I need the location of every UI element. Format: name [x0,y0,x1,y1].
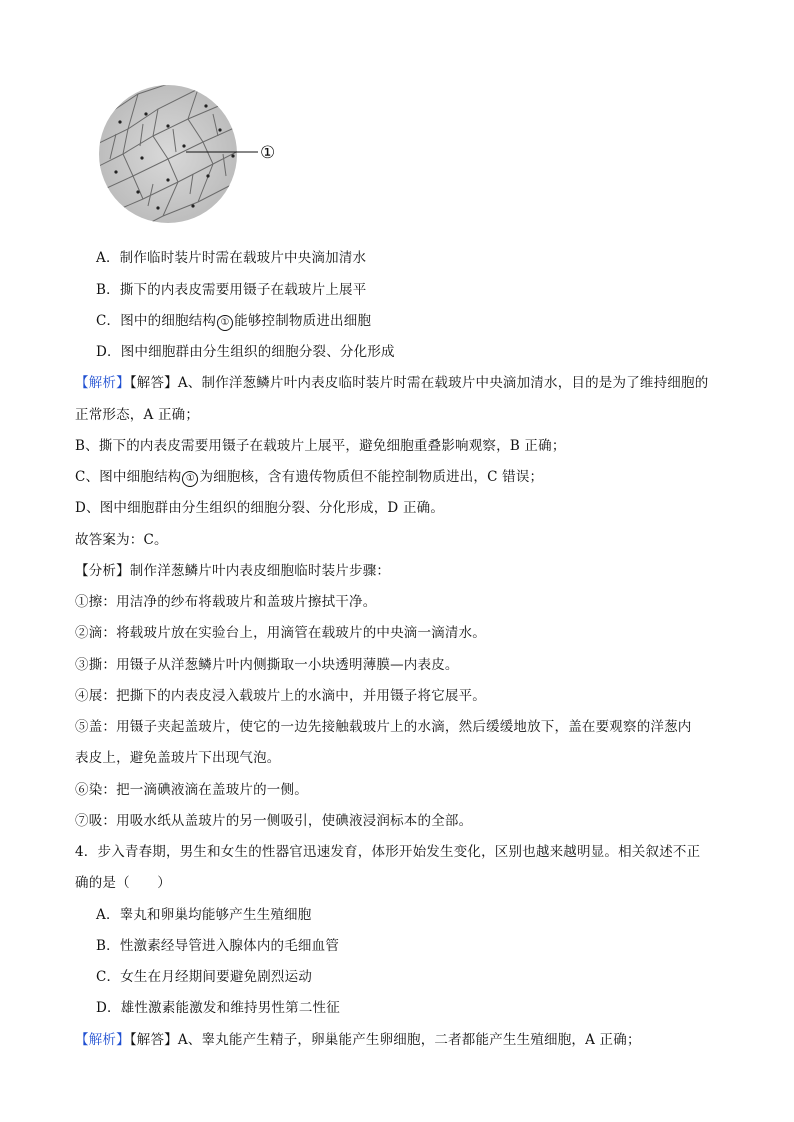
q3-analysis-line-b: B、撕下的内表皮需要用镊子在载玻片上展平，避免细胞重叠影响观察，B 正确； [75,438,566,454]
q3-option-d: D．图中细胞群由分生组织的细胞分裂、分化形成 [96,344,395,360]
q4-stem-line-2: 确的是（ ） [75,875,171,891]
q3-step-2: ②滴：将载玻片放在实验台上，用滴管在载玻片的中央滴一滴清水。 [75,625,486,641]
q3-step-7: ⑦吸：用吸水纸从盖玻片的另一侧吸引，使碘液浸润标本的全部。 [75,813,473,829]
q3-analysis-c-pre: C、图中细胞结构 [75,469,182,485]
q3-analysis-line-1-cont: 正常形态，A 正确； [75,407,200,423]
q3-option-b: B．撕下的内表皮需要用镊子在载玻片上展平 [96,282,367,298]
circled-number-1: ① [182,471,198,487]
q3-analysis-line-c [75,468,755,487]
analysis-tag: 【解析】 [75,1032,130,1048]
analysis-tag: 【解析】 [75,375,130,391]
q4-option-b: B．性激素经导管进入腺体内的毛细血管 [96,938,340,954]
q3-option-c-pre: C．图中的细胞结构 [96,313,217,329]
q4-analysis-text: 【解答】A、睾丸能产生精子，卵巢能产生卵细胞，二者都能产生生殖细胞，A 正确； [129,1032,641,1048]
q3-analysis-line-d: D、图中细胞群由分生组织的细胞分裂、分化形成，D 正确。 [75,500,445,516]
q4-option-a: A．睾丸和卵巢均能够产生生殖细胞 [96,907,312,923]
q3-option-c [96,312,776,331]
q3-step-6: ⑥染：把一滴碘液滴在盖玻片的一侧。 [75,782,308,798]
q3-step-1: ①擦：用洁净的纱布将载玻片和盖玻片擦拭干净。 [75,594,377,610]
q4-analysis-line-1 [75,1031,755,1049]
micrograph-svg [98,84,288,224]
q4-option-c: C．女生在月经期间要避免剧烈运动 [96,969,313,985]
q3-analysis-text: 【解答】A、制作洋葱鳞片叶内表皮临时装片时需在载玻片中央滴加清水，目的是为了维持细胞的 [129,375,709,391]
q3-fenxi-title: 【分析】制作洋葱鳞片叶内表皮细胞临时装片步骤： [75,563,391,579]
q4-stem-line-1: 4．步入青春期，男生和女生的性器官迅速发育，体形开始发生变化，区别也越来越明显。相关叙述不正 [75,844,701,860]
circled-number-1: ① [217,315,233,331]
q3-analysis-line-1 [75,374,755,392]
structure-label-1: ① [260,143,276,163]
q3-option-a: A．制作临时装片时需在载玻片中央滴加清水 [96,250,367,266]
q3-option-c-post: 能够控制物质进出细胞 [234,313,372,329]
q3-answer: 故答案为：C。 [75,532,168,548]
q3-step-3: ③撕：用镊子从洋葱鳞片叶内侧撕取一小块透明薄膜—内表皮。 [75,657,459,673]
q3-analysis-c-post: 为细胞核，含有遗传物质但不能控制物质进出，C 错误； [199,469,544,485]
q4-option-d: D．雄性激素能激发和维持男性第二性征 [96,1000,340,1016]
q3-step-5-cont: 表皮上，避免盖玻片下出现气泡。 [75,750,281,766]
q3-step-4: ④展：把撕下的内表皮浸入载玻片上的水滴中，并用镊子将它展平。 [75,688,486,704]
onion-cell-micrograph-figure [98,84,288,224]
q3-step-5: ⑤盖：用镊子夹起盖玻片，使它的一边先接触载玻片上的水滴，然后缓缓地放下，盖在要观察的洋葱内 [75,719,692,735]
